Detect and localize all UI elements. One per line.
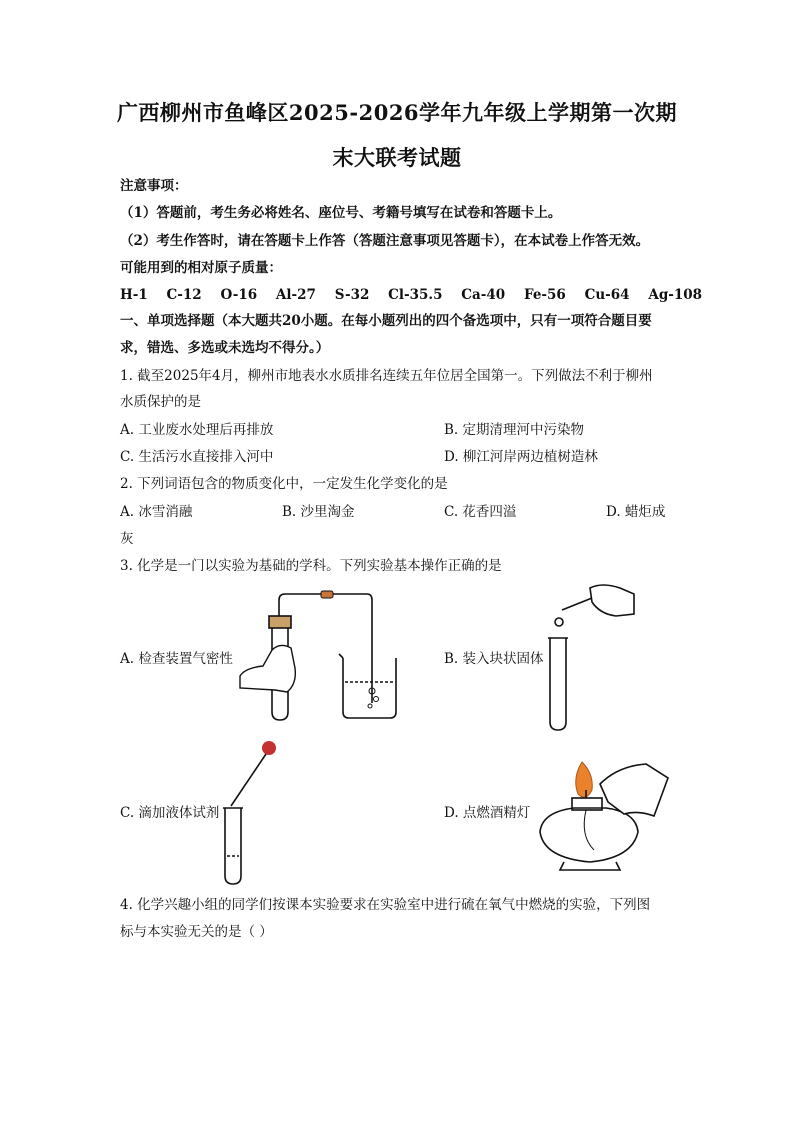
q2-option-d-line2: 灰 — [120, 531, 134, 547]
notice-heading: 注意事项： — [120, 178, 188, 194]
q4-stem-line1: 4. 化学兴趣小组的同学们按课本实验要求在实验室中进行硫在氧气中燃烧的实验，下列图 — [120, 897, 651, 913]
q3-stem: 3. 化学是一门以实验为基础的学科。下列实验基本操作正确的是 — [120, 558, 502, 574]
q4-stem-line2: 标与本实验无关的是（ ） — [120, 924, 273, 940]
q3-option-c: C. 滴加液体试剂 — [120, 805, 220, 821]
notice-item-2: （2）考生作答时，请在答题卡上作答（答题注意事项见答题卡），在本试卷上作答无效。 — [120, 233, 650, 249]
q3-option-a: A. 检查装置气密性 — [120, 651, 233, 667]
q2-stem: 2. 下列词语包含的物质变化中，一定发生化学变化的是 — [120, 476, 448, 492]
q1-option-d: D. 柳江河岸两边植树造林 — [444, 449, 598, 465]
solid-loading-figure — [540, 580, 640, 735]
q2-option-d-line1: D. 蜡炬成 — [606, 504, 666, 520]
alcohol-lamp-figure — [528, 750, 676, 872]
q1-option-c: C. 生活污水直接排入河中 — [120, 449, 274, 465]
atomic-mass-list: H-1 C-12 O-16 Al-27 S-32 Cl-35.5 Ca-40 Fe-56 Cu-64 Ag-108 — [120, 287, 703, 303]
notice-item-1: （1）答题前，考生务必将姓名、座位号、考籍号填写在试卷和答题卡上。 — [120, 205, 562, 221]
q2-option-c: C. 花香四溢 — [444, 504, 517, 520]
q3-option-d: D. 点燃酒精灯 — [444, 805, 531, 821]
q2-option-a: A. 冰雪消融 — [120, 504, 193, 520]
q1-option-b: B. 定期清理河中污染物 — [444, 422, 585, 438]
q1-stem-line1: 1. 截至2025年4月，柳州市地表水水质排名连续五年位居全国第一。下列做法不利于柳州 — [120, 368, 653, 384]
exam-title-line1: 广西柳州市鱼峰区2025-2026学年九年级上学期第一次期 — [116, 100, 678, 125]
section1-heading-line2: 求，错选、多选或未选均不得分。） — [120, 340, 330, 356]
q2-option-b: B. 沙里淘金 — [282, 504, 355, 520]
dropper-figure — [215, 738, 295, 888]
q1-option-a: A. 工业废水处理后再排放 — [120, 422, 274, 438]
atomic-mass-heading: 可能用到的相对原子质量： — [120, 260, 282, 276]
airtightness-check-figure — [235, 588, 415, 723]
q3-option-b: B. 装入块状固体 — [444, 651, 544, 667]
exam-title-line2: 末大联考试题 — [332, 145, 462, 170]
section1-heading-line1: 一、单项选择题（本大题共20小题。在每小题列出的四个备选项中，只有一项符合题目要 — [120, 313, 652, 329]
q1-stem-line2: 水质保护的是 — [120, 394, 201, 410]
